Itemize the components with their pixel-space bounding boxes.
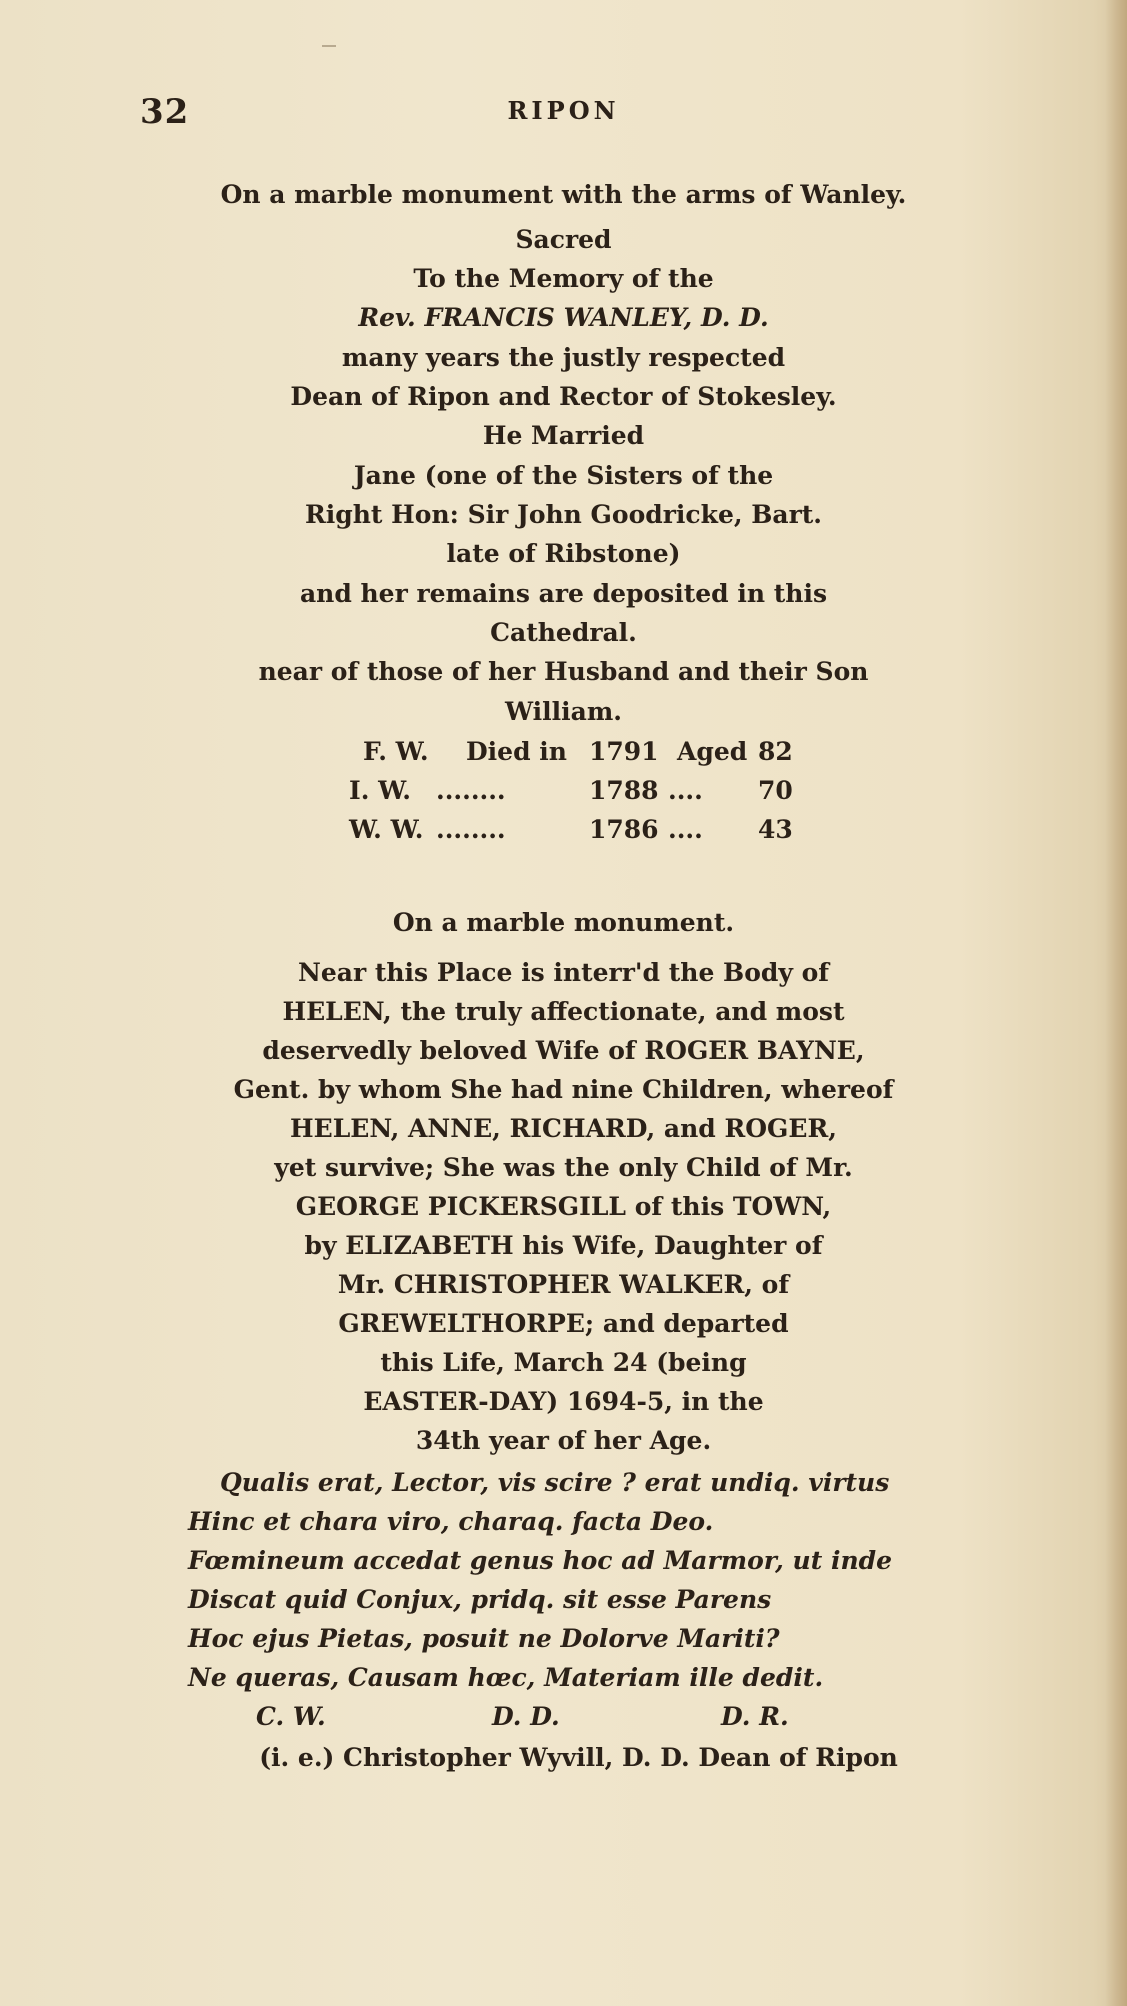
inscription-line: near of those of her Husband and their Son — [258, 657, 869, 686]
record-aged: Aged — [677, 737, 748, 766]
record-aged: .... — [668, 776, 703, 805]
record-initials: F. W. — [363, 737, 429, 766]
inscription-heading: On a marble monument with the arms of Wanley. — [220, 180, 907, 209]
signature-initials: C. W. — [256, 1702, 326, 1731]
inscription-heading: On a marble monument. — [392, 908, 735, 937]
inscription-line: by ELIZABETH his Wife, Daughter of — [304, 1231, 823, 1260]
record-died: ........ — [436, 776, 506, 805]
record-aged: .... — [668, 815, 703, 844]
inscription-line: Gent. by whom She had nine Children, whereof — [233, 1075, 894, 1104]
record-age: 43 — [758, 815, 793, 844]
signature-initials: D. R. — [721, 1702, 789, 1731]
inscription-line: GEORGE PICKERSGILL of this TOWN, — [295, 1192, 832, 1221]
running-title: RIPON — [507, 96, 620, 125]
record-year: 1788 — [589, 776, 659, 805]
latin-verse-line: Hinc et chara viro, charaq. facta Deo. — [188, 1507, 714, 1536]
inscription-line: William. — [505, 697, 622, 726]
inscription-line: Cathedral. — [490, 618, 637, 647]
record-year: 1786 — [589, 815, 659, 844]
top-mark — [322, 45, 336, 47]
record-initials: I. W. — [349, 776, 411, 805]
inscription-line: HELEN, ANNE, RICHARD, and ROGER, — [290, 1114, 837, 1143]
inscription-line: this Life, March 24 (being — [380, 1348, 747, 1377]
record-died: Died in — [466, 737, 567, 766]
latin-verse-line: Ne queras, Causam hœc, Materiam ille dedit. — [188, 1663, 824, 1692]
inscription-line: EASTER-DAY) 1694-5, in the — [363, 1387, 764, 1416]
inscription-line: HELEN, the truly affectionate, and most — [282, 997, 845, 1026]
inscription-line: and her remains are deposited in this — [299, 579, 828, 608]
record-age: 70 — [758, 776, 793, 805]
inscription-line: To the Memory of the — [413, 264, 714, 293]
inscription-line: yet survive; She was the only Child of Mr. — [274, 1153, 853, 1182]
inscription-line: Near this Place is interr'd the Body of — [297, 958, 830, 987]
inscription-line: Rev. FRANCIS WANLEY, D. D. — [358, 303, 769, 332]
record-initials: W. W. — [349, 815, 424, 844]
signature-initials: D. D. — [492, 1702, 560, 1731]
inscription-line: He Married — [482, 421, 645, 450]
latin-verse-line: Discat quid Conjux, pridq. sit esse Parens — [188, 1585, 772, 1614]
gloss-line: (i. e.) Christopher Wyvill, D. D. Dean of Ripon — [259, 1743, 898, 1772]
page-number: 32 — [140, 92, 190, 132]
inscription-line: Right Hon: Sir John Goodricke, Bart. — [304, 500, 823, 529]
inscription-line: Dean of Ripon and Rector of Stokesley. — [290, 382, 837, 411]
inscription-line: many years the justly respected — [341, 343, 786, 372]
inscription-line: GREWELTHORPE; and departed — [338, 1309, 789, 1338]
inscription-line: Jane (one of the Sisters of the — [353, 461, 774, 490]
record-year: 1791 — [589, 737, 659, 766]
inscription-line: late of Ribstone) — [446, 539, 681, 568]
inscription-line: Sacred — [515, 225, 612, 254]
record-died: ........ — [436, 815, 506, 844]
latin-verse-line: Fœmineum accedat genus hoc ad Marmor, ut inde — [188, 1546, 893, 1575]
latin-verse-line: Hoc ejus Pietas, posuit ne Dolorve Mariti? — [188, 1624, 780, 1653]
inscription-line: 34th year of her Age. — [415, 1426, 712, 1455]
record-age: 82 — [758, 737, 793, 766]
inscription-line: Mr. CHRISTOPHER WALKER, of — [337, 1270, 790, 1299]
latin-verse-line: Qualis erat, Lector, vis scire ? erat undiq. virtus — [220, 1468, 890, 1497]
inscription-line: deservedly beloved Wife of ROGER BAYNE, — [262, 1036, 865, 1065]
